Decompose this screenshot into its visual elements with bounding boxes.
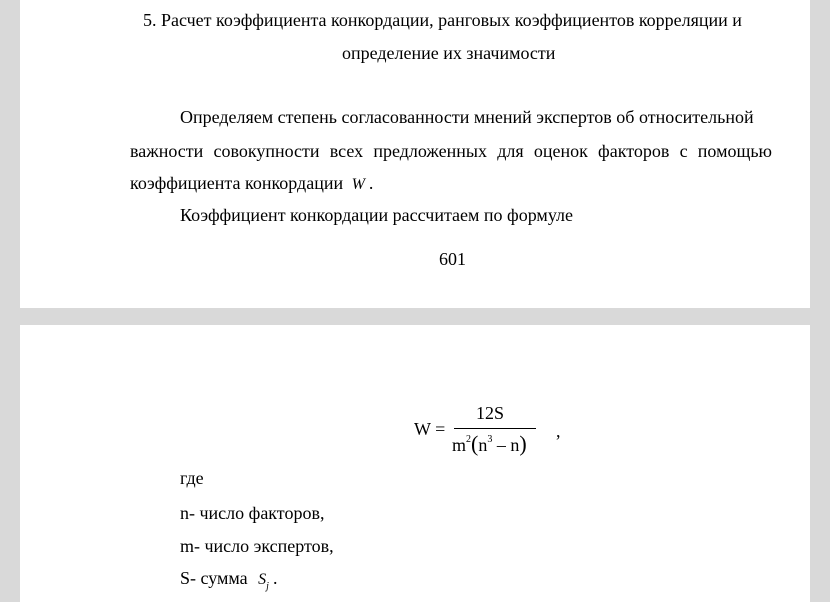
paragraph-1-line-3 <box>130 172 373 196</box>
word: помощью <box>697 141 772 161</box>
definition-s <box>180 567 277 593</box>
word: для <box>497 141 524 161</box>
document-page-1 <box>20 0 810 308</box>
document-page-2 <box>20 325 810 602</box>
period: . <box>272 568 278 588</box>
word: важности <box>130 141 204 161</box>
section-heading-line-2: определение их значимости <box>342 43 556 63</box>
den-open-paren: ( <box>471 431 479 456</box>
word: всех <box>329 141 364 161</box>
paragraph-1-line-3-text: коэффициента конкордации <box>130 173 344 193</box>
paragraph-1-line-2 <box>130 140 772 162</box>
den-minus-n: – n <box>496 435 520 455</box>
variable-s-subscript: j <box>266 581 269 592</box>
fraction-bar <box>454 428 536 429</box>
den-n-exponent: 3 <box>487 434 493 445</box>
den-close-paren: ) <box>519 431 527 456</box>
word: с <box>679 141 688 161</box>
paragraph-2: Коэффициент конкордации рассчитаем по формуле <box>180 205 574 225</box>
formula-comma: , <box>556 421 561 441</box>
word: оценок <box>533 141 588 161</box>
period: . <box>368 173 374 193</box>
den-n: n <box>478 435 488 455</box>
variable-w: W <box>351 176 365 193</box>
page-number: 601 <box>439 249 466 269</box>
word: факторов <box>598 141 670 161</box>
word: совокупности <box>213 141 320 161</box>
formula-numerator: 12S <box>476 403 505 423</box>
definition-m: m- число экспертов, <box>180 536 334 556</box>
definition-s-text: S- сумма <box>180 568 248 588</box>
formula-lhs: W = <box>414 419 446 439</box>
den-m: m <box>452 435 467 455</box>
paragraph-1-line-1: Определяем степень согласованности мнений экспертов об относительной <box>180 107 754 127</box>
word: предложенных <box>373 141 487 161</box>
where-label: где <box>180 468 204 488</box>
den-m-exponent: 2 <box>466 434 472 445</box>
variable-s: S <box>258 571 267 588</box>
formula-denominator <box>452 431 527 457</box>
section-heading-line-1: 5. Расчет коэффициента конкордации, ранговых коэффициентов корреляции и <box>143 10 742 30</box>
definition-n: n- число факторов, <box>180 503 325 523</box>
